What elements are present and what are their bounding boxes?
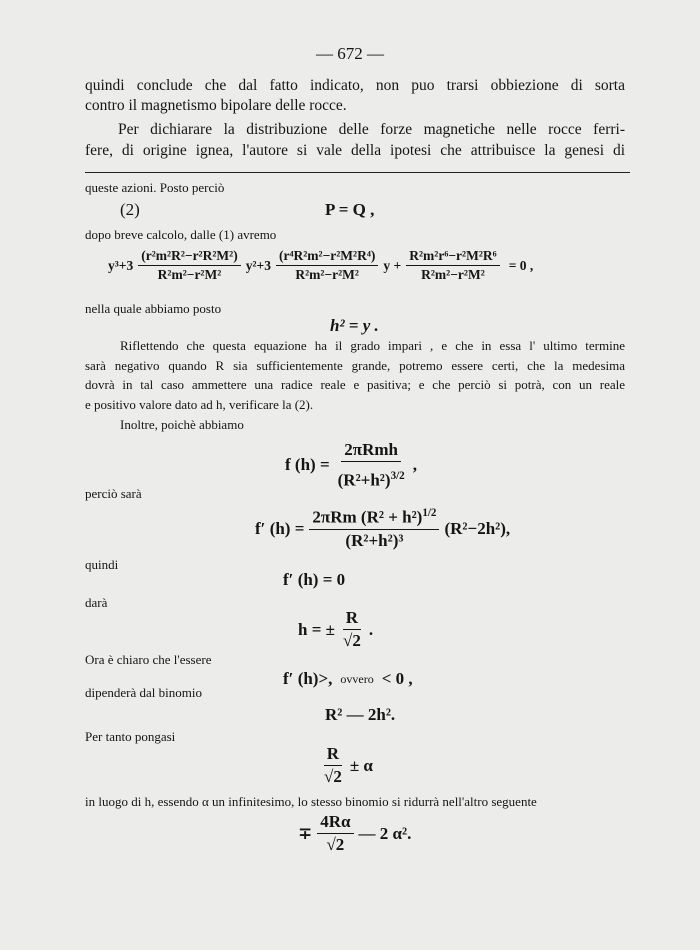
note-text: Ora è chiaro che l'essere — [85, 652, 212, 667]
equation-h-y: h² = y . — [330, 316, 379, 335]
note-text: dopo breve calcolo, dalle (1) avremo — [85, 227, 277, 242]
term: y + — [383, 257, 402, 273]
ovvero: ovvero — [340, 671, 374, 686]
body-line: fere, di origine ignea, l'autore si vale della ipotesi che attribuisce la genesi di — [85, 142, 625, 159]
term: y³+3 — [108, 257, 134, 273]
exponent: 1/2 — [422, 507, 437, 519]
term: y²+3 — [245, 257, 271, 273]
denominator: R²m²−r²M² — [295, 267, 359, 282]
comma: , — [412, 455, 417, 475]
equation-p-q: P = Q , — [325, 200, 375, 219]
numerator: (r²m²R²−r²R²M²) — [138, 248, 240, 266]
note-text: perciò sarà — [85, 486, 142, 501]
body-line: contro il magnetismo bipolare delle rocce. — [85, 97, 347, 114]
equation-final — [298, 812, 411, 855]
numerator: (r⁴R²m²−r²M²R⁴) — [276, 248, 378, 266]
denominator: (R²+h²)³ — [345, 530, 404, 550]
equation-inequality — [283, 669, 413, 689]
note-paragraph: e positivo valore dato ad h, verificare la (2). — [85, 397, 314, 412]
equation-label: (2) — [120, 200, 140, 219]
equation-h-solution — [298, 608, 373, 651]
note-text: quindi — [85, 557, 119, 572]
body-line: quindi conclude che dal fatto indicato, non puo trarsi obbiezione di sorta — [85, 77, 625, 94]
rhs: < 0 , — [381, 669, 413, 688]
body-line: Per dichiarare la distribuzione delle forze magnetiche nelle rocce ferri- — [118, 121, 625, 138]
lhs: f (h) = — [285, 455, 330, 475]
note-paragraph: Riflettendo che questa equazione ha il grado impari , e che in essa l' ultimo termine — [120, 338, 625, 353]
equation-fprime — [255, 507, 510, 551]
note-text: Per tanto pongasi — [85, 729, 176, 744]
tail: ± α — [349, 755, 373, 775]
numerator: R — [324, 744, 342, 766]
cubic-equation — [108, 248, 533, 283]
denominator: R²m²−r²M² — [157, 267, 222, 282]
lhs: h = ± — [298, 619, 335, 639]
note-text: in luogo di h, essendo α un infinitesimo, lo stesso binomio si ridurrà nell'altro seguente — [85, 794, 537, 809]
note-paragraph: dovrà in tal caso ammettere una radice reale e pasitiva; e che perciò si potrà, con un reale — [85, 377, 625, 392]
term: = 0 , — [508, 257, 534, 273]
numerator: R²m²r⁶−r²M²R⁶ — [406, 248, 499, 266]
period: . — [368, 619, 374, 639]
denominator: √2 — [326, 835, 345, 854]
lhs: f′ (h)>, — [283, 669, 333, 688]
note-text: Inoltre, poichè abbiamo — [120, 417, 244, 432]
factor: (R²−2h²), — [444, 518, 511, 538]
note-paragraph: sarà negativo quando R sia sufficientemente grande, potremo essere certi, che la medesima — [85, 358, 625, 373]
note-text: darà — [85, 595, 108, 610]
page-number: — 672 — — [316, 44, 384, 63]
exponent: 3/2 — [390, 470, 405, 482]
denominator: √2 — [342, 631, 361, 650]
denominator: (R²+h²) — [337, 470, 391, 490]
note-text: nella quale abbiamo posto — [85, 301, 222, 316]
footnote-divider — [85, 172, 630, 173]
tail: — 2 α². — [358, 823, 412, 843]
lhs: ∓ — [298, 823, 313, 843]
numerator: 4Rα — [317, 812, 353, 834]
equation-fh — [285, 440, 417, 491]
note-text: queste azioni. Posto perciò — [85, 180, 225, 195]
note-text: dipenderà dal binomio — [85, 685, 202, 700]
numerator: R — [343, 608, 361, 630]
numerator: 2πRmh — [341, 440, 401, 462]
equation-binomial: R² — 2h². — [325, 705, 396, 724]
equation-substitution — [316, 744, 373, 787]
denominator: R²m²−r²M² — [421, 267, 485, 282]
equation-fprime-zero: f′ (h) = 0 — [283, 570, 346, 589]
lhs: f′ (h) = — [255, 518, 305, 538]
numerator: 2πRm (R² + h²) — [312, 507, 423, 527]
denominator: √2 — [324, 767, 342, 786]
